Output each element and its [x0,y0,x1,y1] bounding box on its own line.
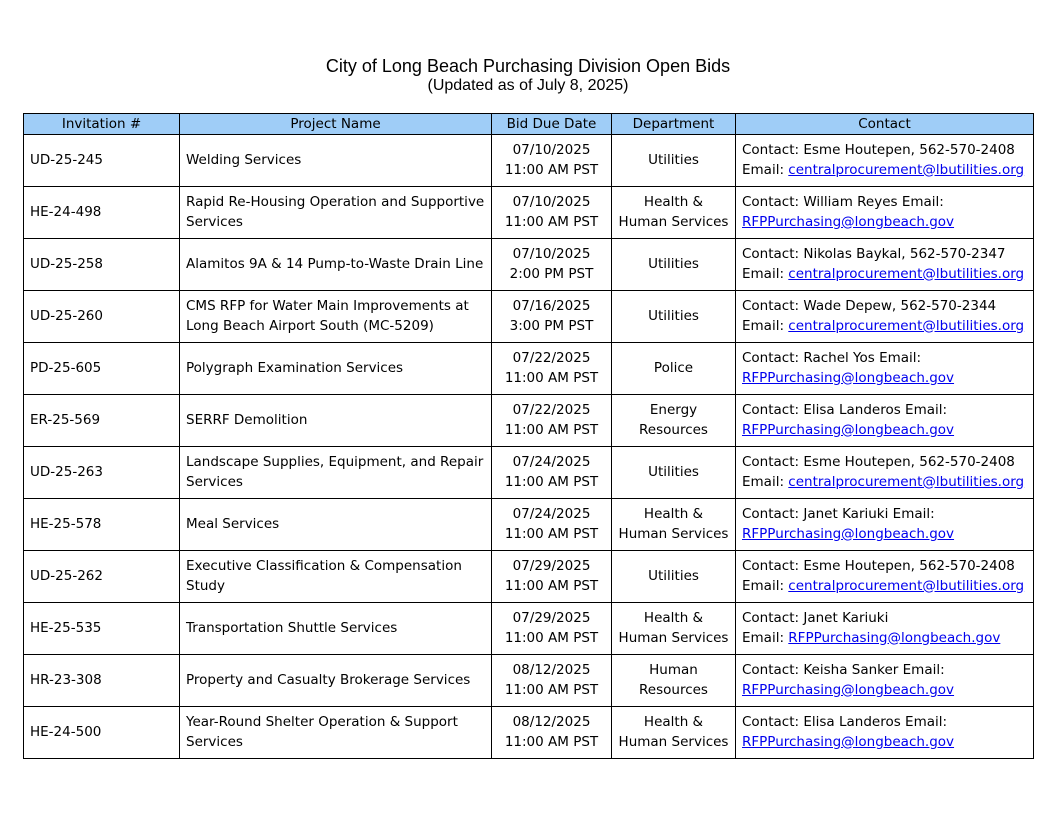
project-name: Alamitos 9A & 14 Pump-to-Waste Drain Line [180,239,492,291]
email-prefix: Email: [742,473,789,490]
table-row [24,291,1034,343]
invitation-number: ER-25-569 [24,395,180,447]
open-bids-table [23,113,1034,759]
contact-name-line: Contact: Esme Houtepen, 562-570-2408 [742,142,1015,158]
email-prefix: Email: [742,265,789,282]
contact-email-link[interactable]: RFPPurchasing@longbeach.gov [742,681,955,698]
due-date: 07/10/2025 [512,194,591,210]
department: Utilities [612,291,736,343]
column-header-contact: Contact [736,114,1034,135]
contact-name-line: Contact: Esme Houtepen, 562-570-2408 [742,558,1015,574]
contact-email-link[interactable]: RFPPurchasing@longbeach.gov [742,369,955,386]
department: Human Resources [612,655,736,707]
table-row [24,551,1034,603]
contact-email-line [742,473,1027,493]
contact-name-line: Contact: William Reyes Email: [742,194,944,210]
contact-email-link[interactable]: centralprocurement@lbutilities.org [788,473,1025,490]
invitation-number: UD-25-260 [24,291,180,343]
bid-due-date [492,135,612,187]
department: Utilities [612,551,736,603]
table-row [24,603,1034,655]
table-row [24,395,1034,447]
contact-email-line [742,265,1027,285]
contact-email-link[interactable]: centralprocurement@lbutilities.org [788,161,1025,178]
due-date: 07/24/2025 [512,454,591,470]
contact-email-line [742,213,1027,233]
project-name: Executive Classification & Compensation Study [180,551,492,603]
contact-email-line [742,525,1027,545]
project-name: Rapid Re-Housing Operation and Supportive Services [180,187,492,239]
department: Health & Human Services [612,603,736,655]
bid-due-date [492,655,612,707]
contact-email-line [742,629,1027,649]
table-row [24,655,1034,707]
due-time: 11:00 AM PST [504,369,599,386]
project-name: SERRF Demolition [180,395,492,447]
contact-name-line: Contact: Esme Houtepen, 562-570-2408 [742,454,1015,470]
contact-name-line: Contact: Elisa Landeros Email: [742,714,948,730]
column-header-department: Department [612,114,736,135]
contact-name-line: Contact: Nikolas Baykal, 562-570-2347 [742,246,1006,262]
due-time: 11:00 AM PST [504,421,599,438]
department: Health & Human Services [612,499,736,551]
invitation-number: UD-25-263 [24,447,180,499]
due-date: 07/22/2025 [512,350,591,366]
invitation-number: HE-25-535 [24,603,180,655]
contact-email-line [742,681,1027,701]
invitation-number: UD-25-258 [24,239,180,291]
email-prefix: Email: [742,161,789,178]
contact-name-line: Contact: Janet Kariuki Email: [742,506,935,522]
table-header-row [24,114,1034,135]
contact-name-line: Contact: Janet Kariuki [742,610,889,626]
contact [736,655,1034,707]
contact [736,291,1034,343]
contact-email-link[interactable]: RFPPurchasing@longbeach.gov [742,213,955,230]
table-row [24,135,1034,187]
due-date: 08/12/2025 [512,714,591,730]
contact-email-link[interactable]: centralprocurement@lbutilities.org [788,265,1025,282]
contact [736,603,1034,655]
due-date: 07/10/2025 [512,142,591,158]
contact [736,707,1034,759]
due-date: 07/16/2025 [512,298,591,314]
due-time: 11:00 AM PST [504,525,599,542]
contact-email-line [742,317,1027,337]
project-name: Welding Services [180,135,492,187]
department: Health & Human Services [612,187,736,239]
contact-email-line [742,577,1027,597]
bid-due-date [492,551,612,603]
contact-email-line [742,369,1027,389]
contact [736,499,1034,551]
due-time: 11:00 AM PST [504,161,599,178]
department: Utilities [612,239,736,291]
department: Utilities [612,135,736,187]
table-row [24,447,1034,499]
bid-due-date [492,499,612,551]
contact-email-link[interactable]: RFPPurchasing@longbeach.gov [742,733,955,750]
due-date: 07/24/2025 [512,506,591,522]
email-prefix: Email: [742,577,789,594]
contact-email-link[interactable]: RFPPurchasing@longbeach.gov [742,421,955,438]
contact-email-link[interactable]: RFPPurchasing@longbeach.gov [788,629,1001,646]
due-date: 07/10/2025 [512,246,591,262]
due-time: 2:00 PM PST [509,265,594,282]
invitation-number: UD-25-245 [24,135,180,187]
contact [736,187,1034,239]
contact [736,135,1034,187]
contact-email-link[interactable]: RFPPurchasing@longbeach.gov [742,525,955,542]
table-row [24,187,1034,239]
due-date: 08/12/2025 [512,662,591,678]
email-prefix: Email: [742,317,789,334]
department: Utilities [612,447,736,499]
table-row [24,343,1034,395]
project-name: Landscape Supplies, Equipment, and Repair Services [180,447,492,499]
project-name: Meal Services [180,499,492,551]
department: Energy Resources [612,395,736,447]
table-row [24,707,1034,759]
contact-name-line: Contact: Keisha Sanker Email: [742,662,945,678]
due-time: 11:00 AM PST [504,733,599,750]
contact [736,447,1034,499]
invitation-number: HR-23-308 [24,655,180,707]
table-row [24,239,1034,291]
bid-due-date [492,187,612,239]
invitation-number: HE-24-498 [24,187,180,239]
project-name: Year-Round Shelter Operation & Support Services [180,707,492,759]
bid-due-date [492,707,612,759]
table-row [24,499,1034,551]
contact [736,239,1034,291]
contact-email-link[interactable]: centralprocurement@lbutilities.org [788,577,1025,594]
department: Police [612,343,736,395]
due-time: 11:00 AM PST [504,473,599,490]
contact [736,343,1034,395]
contact-email-line [742,733,1027,753]
contact-name-line: Contact: Elisa Landeros Email: [742,402,948,418]
due-date: 07/29/2025 [512,558,591,574]
invitation-number: HE-24-500 [24,707,180,759]
bid-due-date [492,447,612,499]
column-header-bid-due-date: Bid Due Date [492,114,612,135]
invitation-number: PD-25-605 [24,343,180,395]
due-date: 07/29/2025 [512,610,591,626]
bid-due-date [492,291,612,343]
due-time: 11:00 AM PST [504,577,599,594]
due-time: 11:00 AM PST [504,629,599,646]
project-name: Transportation Shuttle Services [180,603,492,655]
due-date: 07/22/2025 [512,402,591,418]
project-name: CMS RFP for Water Main Improvements at Long Beach Airport South (MC-5209) [180,291,492,343]
column-header-invitation: Invitation # [24,114,180,135]
email-prefix: Email: [742,629,789,646]
contact-name-line: Contact: Wade Depew, 562-570-2344 [742,298,997,314]
bid-due-date [492,603,612,655]
contact-email-line [742,421,1027,441]
project-name: Polygraph Examination Services [180,343,492,395]
bid-due-date [492,343,612,395]
due-time: 11:00 AM PST [504,213,599,230]
due-time: 11:00 AM PST [504,681,599,698]
project-name: Property and Casualty Brokerage Services [180,655,492,707]
department: Health & Human Services [612,707,736,759]
bid-due-date [492,239,612,291]
column-header-project-name: Project Name [180,114,492,135]
contact [736,551,1034,603]
page-subtitle: (Updated as of July 8, 2025) [427,77,629,94]
page-title: City of Long Beach Purchasing Division Open Bids [325,56,731,76]
contact-email-link[interactable]: centralprocurement@lbutilities.org [788,317,1025,334]
table-body [24,135,1034,759]
invitation-number: HE-25-578 [24,499,180,551]
invitation-number: UD-25-262 [24,551,180,603]
due-time: 3:00 PM PST [509,317,594,334]
contact [736,395,1034,447]
contact-name-line: Contact: Rachel Yos Email: [742,350,922,366]
contact-email-line [742,161,1027,181]
bid-due-date [492,395,612,447]
